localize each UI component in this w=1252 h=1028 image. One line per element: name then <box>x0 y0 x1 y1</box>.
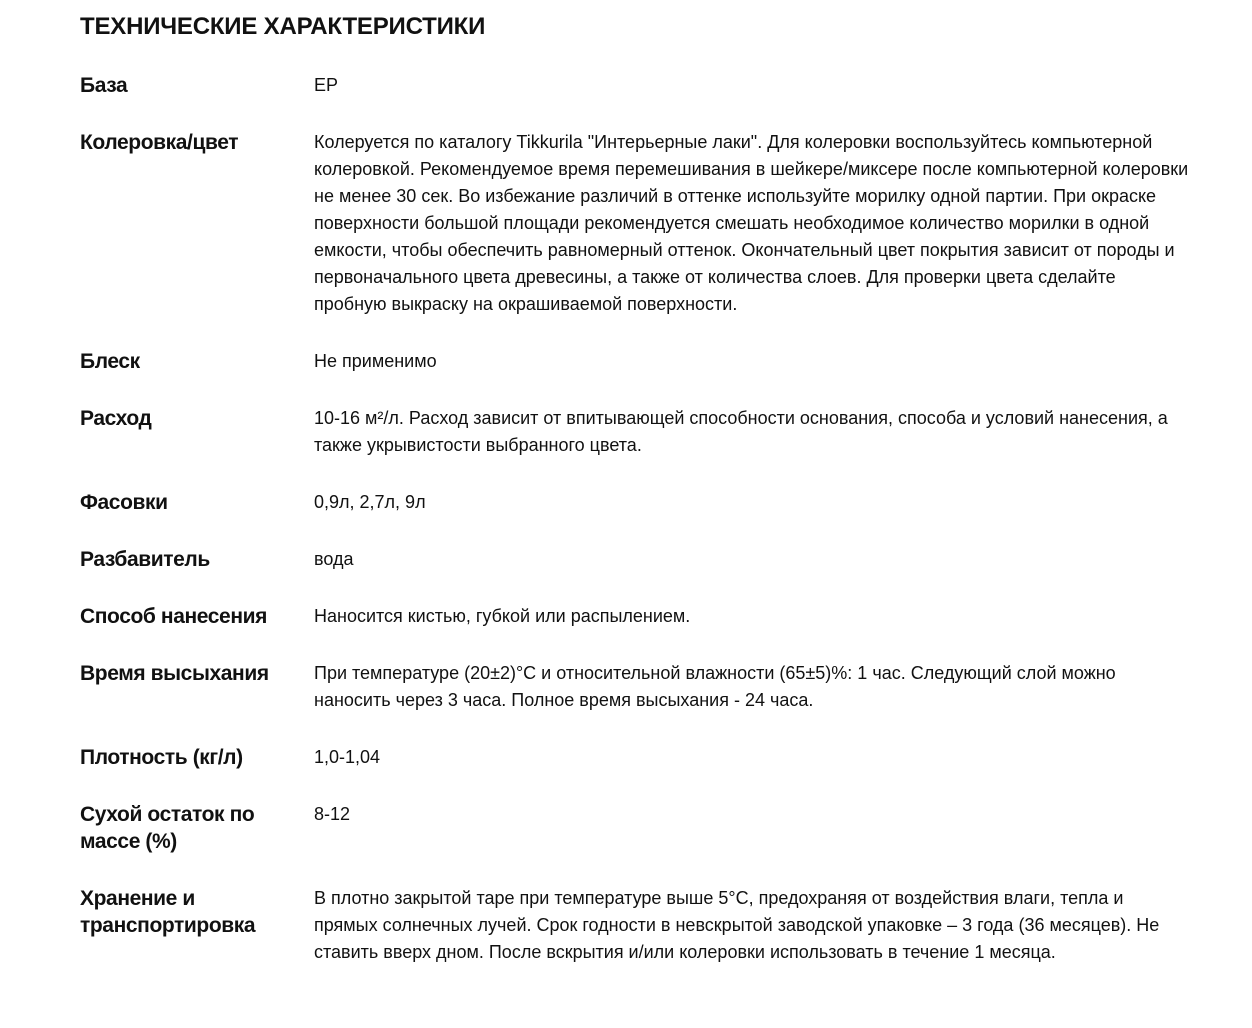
spec-row-base <box>80 57 1190 114</box>
technical-specifications <box>80 0 1190 981</box>
spec-value: 0,9л, 2,7л, 9л <box>314 492 426 512</box>
spec-row-consumption <box>80 390 1190 474</box>
spec-row-packaging <box>80 474 1190 531</box>
spec-value: Не применимо <box>314 351 437 371</box>
spec-label: Хранение и транспортировка <box>80 887 256 937</box>
spec-label: Сухой остаток по массе (%) <box>80 803 255 853</box>
spec-label: База <box>80 74 128 97</box>
spec-value: При температуре (20±2)°C и относительной влажности (65±5)%: 1 час. Следующий слой можно наносить через 3 часа. Полное время высыхания - 24 часа. <box>314 663 1116 710</box>
spec-row-tinting <box>80 114 1190 333</box>
spec-value: вода <box>314 549 354 569</box>
spec-label: Колеровка/цвет <box>80 131 239 154</box>
spec-value: 1,0-1,04 <box>314 747 381 767</box>
spec-value: В плотно закрытой таре при температуре выше 5°C, предохраняя от воздействия влаги, тепла и прямых солнечных лучей. Срок годности в невскрытой заводской упаковке – 3 года (36 месяцев). Не ставить вверх дном. После вскрытия и/или колеровки использовать в течение 1 месяца. <box>314 888 1160 962</box>
spec-label: Плотность (кг/л) <box>80 746 243 769</box>
spec-label: Расход <box>80 407 152 430</box>
spec-value: Колеруется по каталогу Tikkurila "Интерьерные лаки". Для колеровки воспользуйтесь компьютерной колеровкой. Рекомендуемое время перемешивания в шейкере/миксере после компьютерной колеровки не менее 30 сек. Во избежание различий в оттенке используйте морилку одной партии. При окраске поверхности большой площади рекомендуется смешать необходимое количество морилки в одной емкости, чтобы обеспечить равномерный оттенок. Окончательный цвет покрытия зависит от породы и первоначального цвета древесины, а также от количества слоев. Для проверки цвета сделайте пробную выкраску на окрашиваемой поверхности. <box>314 132 1189 314</box>
spec-value: EP <box>314 75 339 95</box>
section-title: ТЕХНИЧЕСКИЕ ХАРАКТЕРИСТИКИ <box>80 13 486 40</box>
spec-label: Блеск <box>80 350 140 373</box>
spec-label: Фасовки <box>80 491 168 514</box>
spec-row-drying-time <box>80 645 1190 729</box>
spec-list <box>80 57 1190 981</box>
spec-row-gloss <box>80 333 1190 390</box>
spec-label: Время высыхания <box>80 662 269 685</box>
spec-row-storage <box>80 870 1190 981</box>
spec-row-application <box>80 588 1190 645</box>
spec-value: 10-16 м²/л. Расход зависит от впитывающей способности основания, способа и условий нанесения, а также укрывистости выбранного цвета. <box>314 408 1168 455</box>
spec-row-density <box>80 729 1190 786</box>
spec-value: Наносится кистью, губкой или распылением. <box>314 606 691 626</box>
spec-label: Разбавитель <box>80 548 210 571</box>
spec-value: 8-12 <box>314 804 351 824</box>
spec-row-dry-residue <box>80 786 1190 870</box>
spec-label: Способ нанесения <box>80 605 267 628</box>
spec-row-thinner <box>80 531 1190 588</box>
